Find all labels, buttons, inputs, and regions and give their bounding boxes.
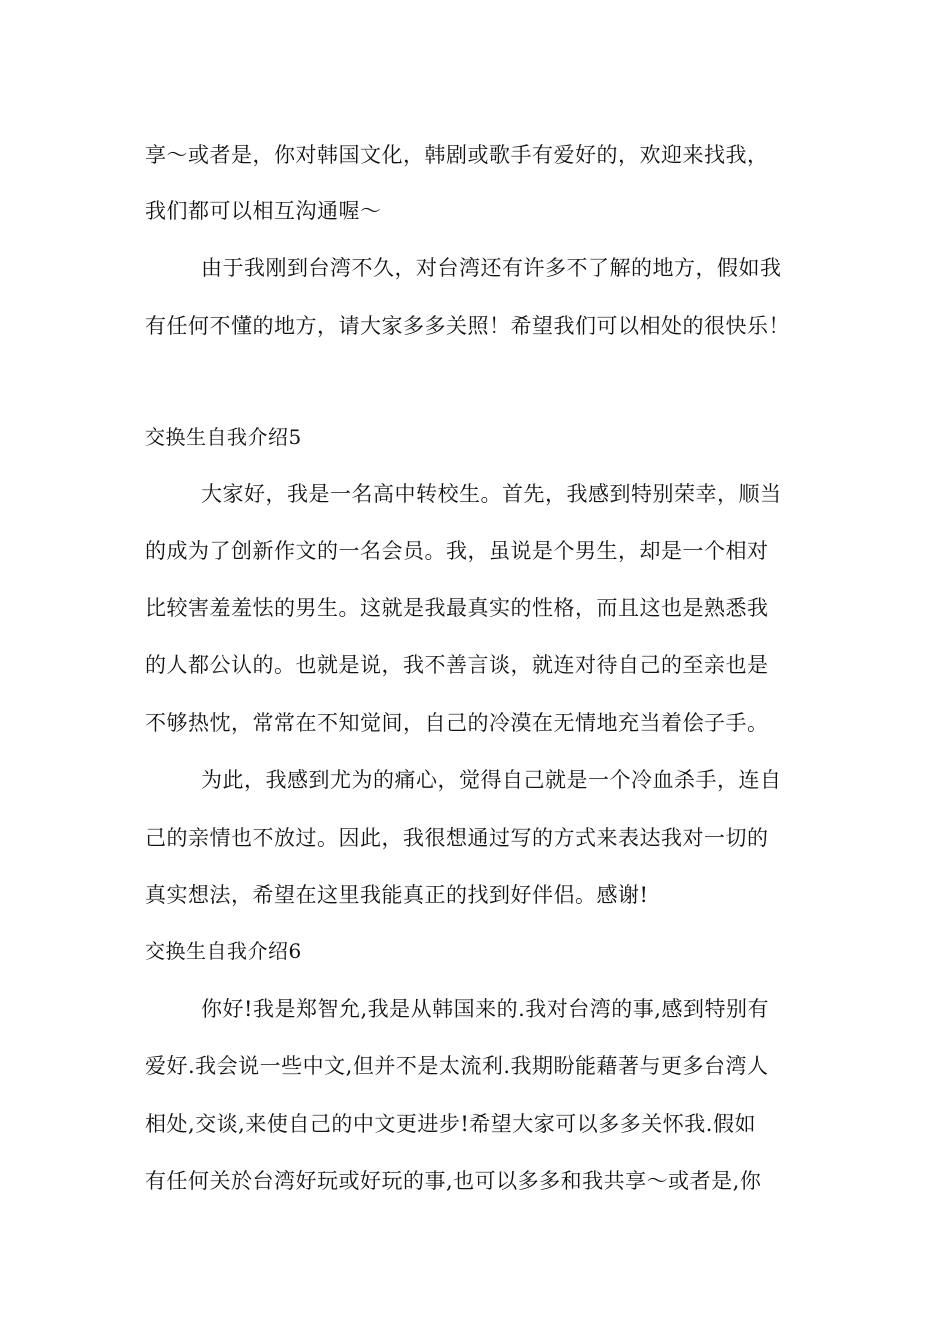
paragraph-line: 你好!我是郑智允,我是从韩国来的.我对台湾的事,感到特别有 bbox=[201, 997, 769, 1021]
paragraph-line: 的成为了创新作文的一名会员。我，虽说是个男生，却是一个相对 bbox=[145, 539, 769, 563]
paragraph-line: 有任何不懂的地方，请大家多多关照！希望我们可以相处的很快乐！ bbox=[145, 314, 790, 338]
paragraph-line: 由于我刚到台湾不久，对台湾还有许多不了解的地方，假如我 bbox=[201, 256, 782, 280]
paragraph-line: 不够热忱，常常在不知觉间，自己的冷漠在无情地充当着侩子手。 bbox=[145, 711, 769, 735]
paragraph-line: 享～或者是，你对韩国文化，韩剧或歌手有爱好的，欢迎来找我， bbox=[145, 143, 769, 167]
section-heading: 交换生自我介绍5 bbox=[145, 425, 302, 449]
paragraph-line: 爱好.我会说一些中文,但并不是太流利.我期盼能藉著与更多台湾人 bbox=[145, 1054, 769, 1078]
paragraph-line: 比较害羞羞怯的男生。这就是我最真实的性格，而且这也是熟悉我 bbox=[145, 596, 769, 620]
section-heading: 交换生自我介绍6 bbox=[145, 939, 302, 963]
paragraph-line: 我们都可以相互沟通喔～ bbox=[145, 199, 382, 223]
paragraph-line: 真实想法，希望在这里我能真正的找到好伴侣。感谢! bbox=[145, 883, 649, 907]
paragraph-line: 的人都公认的。也就是说，我不善言谈，就连对待自己的至亲也是 bbox=[145, 653, 769, 677]
paragraph-line: 己的亲情也不放过。因此，我很想通过写的方式来表达我对一切的 bbox=[145, 826, 769, 850]
paragraph-line: 相处,交谈,来使自己的中文更进步!希望大家可以多多关怀我.假如 bbox=[145, 1112, 756, 1136]
paragraph-line: 大家好，我是一名高中转校生。首先，我感到特别荣幸，顺当 bbox=[201, 482, 782, 506]
paragraph-line: 为此，我感到尤为的痛心，觉得自己就是一个冷血杀手，连自 bbox=[201, 768, 782, 792]
paragraph-line: 有任何关於台湾好玩或好玩的事,也可以多多和我共享～或者是,你 bbox=[145, 1169, 762, 1193]
